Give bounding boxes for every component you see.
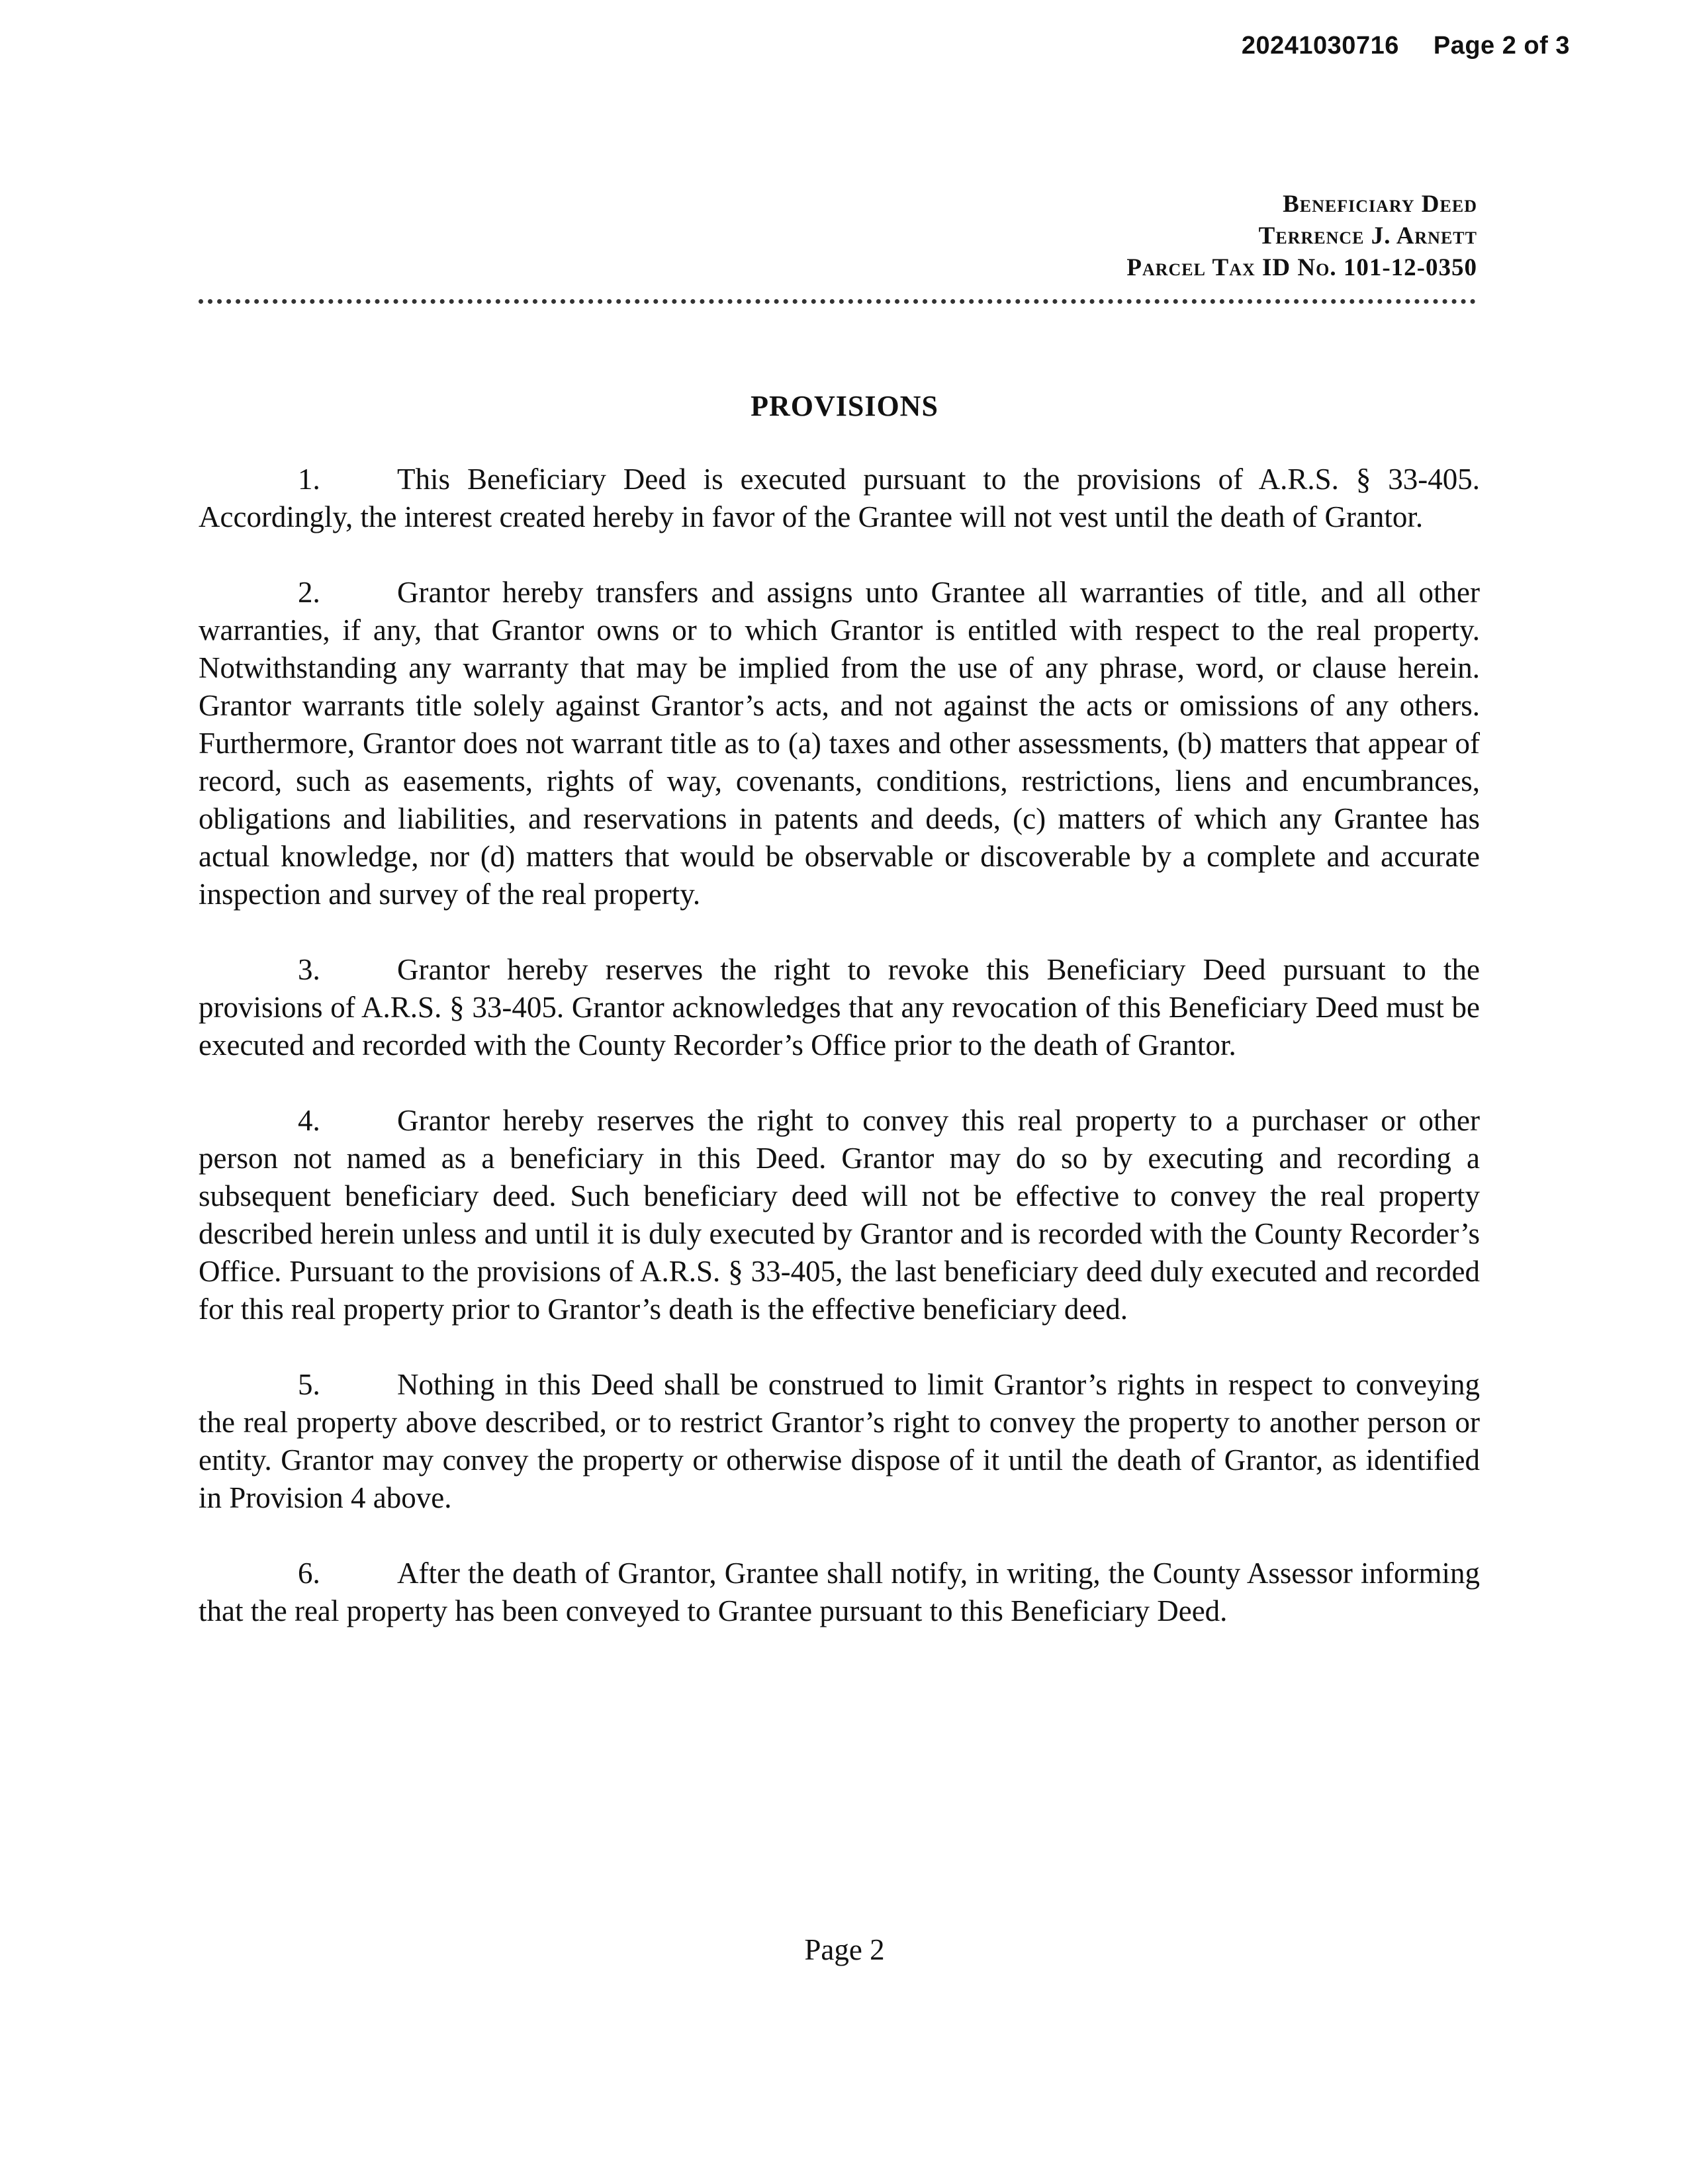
provision-number: 3. <box>298 953 320 986</box>
provision-item <box>199 574 1480 913</box>
grantor-name: Terrence J. Arnett <box>1258 222 1477 250</box>
provision-number: 4. <box>298 1104 320 1137</box>
provision-text: After the death of Grantor, Grantee shall notify, in writing, the County Assessor informing that the real property has been conveyed to Grantee pursuant to this Beneficiary Deed. <box>199 1557 1480 1627</box>
provision-item <box>199 1555 1480 1630</box>
provision-number: 1. <box>298 463 320 496</box>
recording-stamp <box>1242 32 1570 60</box>
provision-text: Grantor hereby reserves the right to convey this real property to a purchaser or other person not named as a beneficiary in this Deed. Grantor may do so by executing and recording a subsequent beneficiary deed. Such beneficiary deed will not be effective to convey the real property described herein unless and until it is duly executed by Grantor and is recorded with the County Recorder’s Office. Pursuant to the provisions of A.R.S. § 33-405, the last beneficiary deed duly executed and recorded for this real property prior to Grantor’s death is the effective beneficiary deed. <box>199 1104 1480 1326</box>
provision-text: Grantor hereby transfers and assigns unto Grantee all warranties of title, and all other warranties, if any, that Grantor owns or to which Grantor is entitled with respect to the real property. Notwithstanding any warranty that may be implied from the use of any phrase, word, or clause herein. Grantor warrants title solely against Grantor’s acts, and not against the acts or omissions of any others. Furthermore, Grantor does not warrant title as to (a) taxes and other assessments, (b) matters that appear of record, such as easements, rights of way, covenants, conditions, restrictions, liens and encumbrances, obligations and liabilities, and reservations in patents and deeds, (c) matters of which any Grantee has actual knowledge, nor (d) matters that would be observable or discoverable by a complete and accurate inspection and survey of the real property. <box>199 576 1480 911</box>
provision-item <box>199 461 1480 536</box>
provision-item <box>199 1366 1480 1517</box>
provision-number: 2. <box>298 576 320 609</box>
provision-number: 6. <box>298 1557 320 1590</box>
section-title: PROVISIONS <box>751 390 938 422</box>
provisions-list <box>199 461 1480 1668</box>
parcel-id: Parcel Tax ID No. 101-12-0350 <box>1126 254 1477 281</box>
provision-text: Nothing in this Deed shall be construed to limit Grantor’s rights in respect to conveying the real property above described, or to restrict Grantor’s right to convey the property to another person or entity. Grantor may convey the property or otherwise dispose of it until the death of Grantor, as identified in Provision 4 above. <box>199 1368 1480 1514</box>
provision-item <box>199 1102 1480 1328</box>
provision-number: 5. <box>298 1368 320 1401</box>
dotted-divider <box>199 299 1476 304</box>
recording-number: 20241030716 <box>1241 32 1399 60</box>
provision-text: Grantor hereby reserves the right to revoke this Beneficiary Deed pursuant to the provisions of A.R.S. § 33-405. Grantor acknowledges that any revocation of this Beneficiary Deed must be executed and recorded with the County Recorder’s Office prior to the death of Grantor. <box>199 953 1480 1062</box>
page-footer: Page 2 <box>804 1933 885 1966</box>
provision-item <box>199 951 1480 1064</box>
provision-text: This Beneficiary Deed is executed pursuant to the provisions of A.R.S. § 33-405. Accordingly, the interest created hereby in favor of the Grantee will not vest until the death of Grantor. <box>199 463 1480 533</box>
document-type: Beneficiary Deed <box>1283 191 1477 218</box>
page-count: Page 2 of 3 <box>1433 32 1570 60</box>
document-header <box>1126 189 1477 284</box>
